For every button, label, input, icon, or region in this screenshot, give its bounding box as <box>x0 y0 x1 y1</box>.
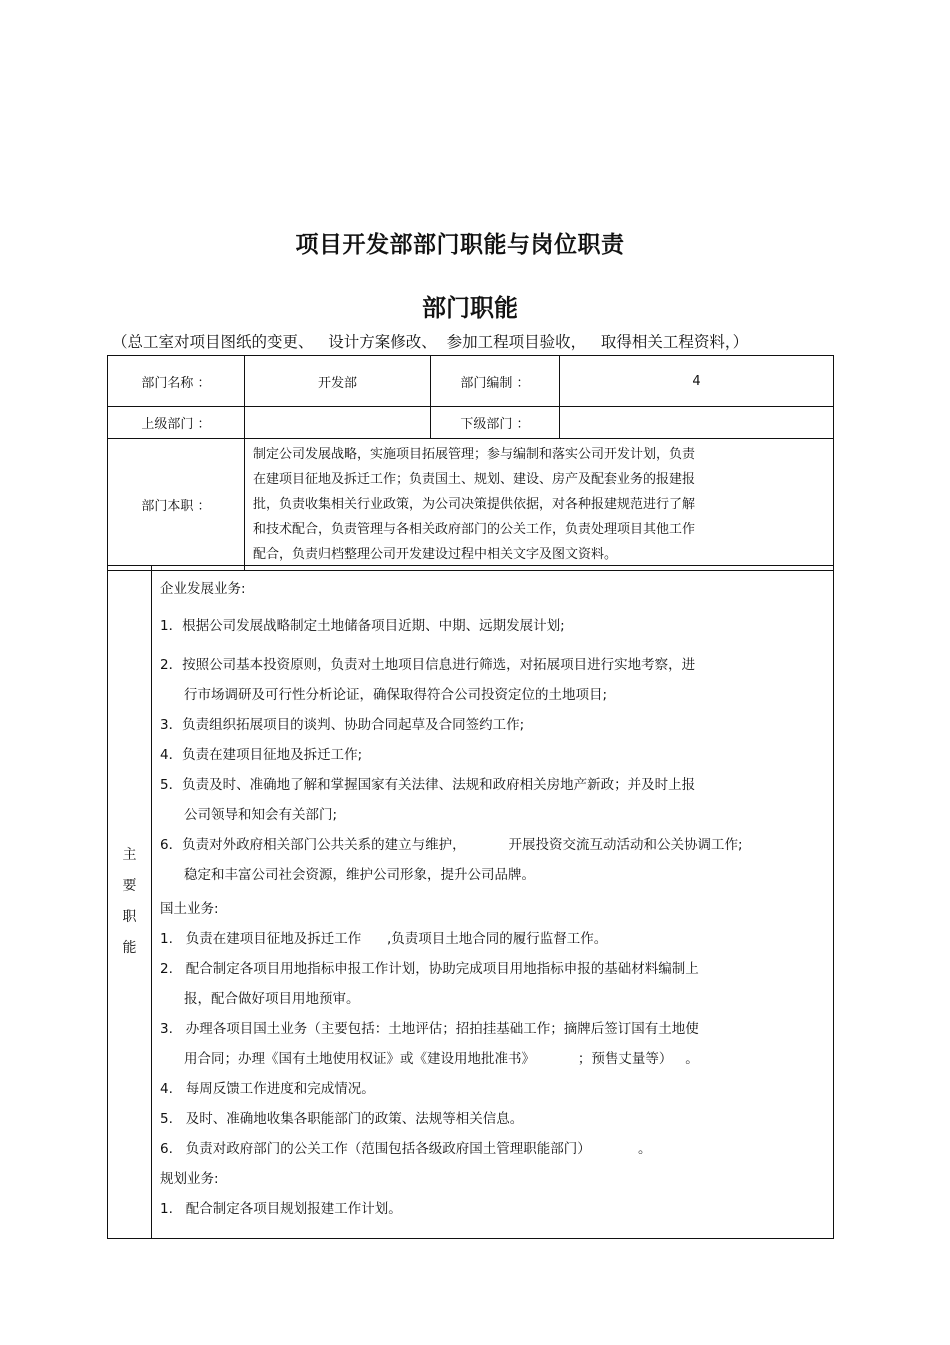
list-item: 2．按照公司基本投资原则，负责对土地项目信息进行筛选，对拓展项目进行实地考察，进 <box>160 657 696 673</box>
land-heading: 国土业务: <box>160 901 219 917</box>
label-char: 主 <box>122 847 137 863</box>
list-item: 1．根据公司发展战略制定土地储备项目近期、中期、远期发展计划; <box>160 618 565 634</box>
list-item: 用合同；办理《国有土地使用权证》或《建设用地批准书》 ；预售丈量等） 。 <box>184 1051 699 1067</box>
list-item: 4. 每周反馈工作进度和完成情况。 <box>160 1081 375 1097</box>
list-item: 公司领导和知会有关部门; <box>184 807 338 823</box>
list-item: 6．负责对外政府相关部门公共关系的建立与维护， 开展投资交流互动活动和公关协调工作; <box>160 837 743 853</box>
list-item: 4．负责在建项目征地及拆迁工作; <box>160 747 363 763</box>
staffing-value: 4 <box>560 356 834 407</box>
planning-heading: 规划业务: <box>160 1171 219 1187</box>
duty-line: 和技术配合，负责管理与各相关政府部门的公关工作，负责处理项目其他工作 <box>253 522 696 537</box>
label-char: 能 <box>122 940 137 956</box>
parent-dept-value <box>245 407 431 439</box>
table-row <box>108 407 834 439</box>
list-item: 报，配合做好项目用地预审。 <box>184 991 360 1007</box>
staffing-label: 部门编制 ： <box>431 356 560 407</box>
duty-line: 批，负责收集相关行业政策，为公司决策提供依据，对各种报建规范进行了解 <box>253 497 696 512</box>
table-row <box>108 439 834 571</box>
department-table <box>107 355 834 571</box>
document-title: 项目开发部部门职能与岗位职责 <box>295 232 625 258</box>
child-dept-value <box>560 407 834 439</box>
duty-line: 配合，负责归档整理公司开发建设过程中相关文字及图文资料。 <box>253 547 618 562</box>
duty-text <box>245 439 834 571</box>
table-row <box>108 356 834 407</box>
list-item: 3．负责组织拓展项目的谈判、协助合同起草及合同签约工作; <box>160 717 525 733</box>
list-item: 行市场调研及可行性分析论证，确保取得符合公司投资定位的土地项目; <box>184 687 608 703</box>
parent-dept-label: 上级部门 ： <box>108 407 245 439</box>
list-item: 1. 配合制定各项目规划报建工作计划。 <box>160 1201 402 1217</box>
dept-name-label: 部门名称 ： <box>108 356 245 407</box>
main-functions-table <box>107 565 834 1239</box>
duty-line: 在建项目征地及拆迁工作；负责国土、规划、建设、房产及配套业务的报建报 <box>253 472 696 487</box>
table-row <box>108 566 834 1239</box>
list-item: 5. 及时、准确地收集各职能部门的政策、法规等相关信息。 <box>160 1111 524 1127</box>
duty-line: 制定公司发展战略，实施项目拓展管理；参与编制和落实公司开发计划，负责 <box>253 447 696 462</box>
dept-name-value: 开发部 <box>245 356 431 407</box>
main-functions-body <box>152 566 834 1239</box>
label-char: 要 <box>122 878 137 894</box>
duty-label: 部门本职 ： <box>108 439 245 571</box>
list-item: 5．负责及时、准确地了解和掌握国家有关法律、法规和政府相关房地产新政；并及时上报 <box>160 777 696 793</box>
child-dept-label: 下级部门 ： <box>431 407 560 439</box>
main-functions-label <box>108 566 152 1239</box>
section-title: 部门职能 <box>422 294 518 322</box>
list-item: 稳定和丰富公司社会资源，维护公司形象，提升公司品牌。 <box>184 867 535 883</box>
label-char: 职 <box>122 909 137 925</box>
enterprise-heading: 企业发展业务: <box>160 581 246 597</box>
list-item: 2. 配合制定各项目用地指标申报工作计划，协助完成项目用地指标申报的基础材料编制上 <box>160 961 699 977</box>
list-item: 1. 负责在建项目征地及拆迁工作 ,负责项目土地合同的履行监督工作。 <box>160 931 608 947</box>
list-item: 6. 负责对政府部门的公关工作（范围包括各级政府国土管理职能部门） 。 <box>160 1141 652 1157</box>
section-note: （总工室对项目图纸的变更、 设计方案修改、 参加工程项目验收， 取得相关工程资料，） <box>112 333 749 351</box>
list-item: 3. 办理各项目国土业务（主要包括：土地评估；招拍挂基础工作；摘牌后签订国有土地使 <box>160 1021 699 1037</box>
